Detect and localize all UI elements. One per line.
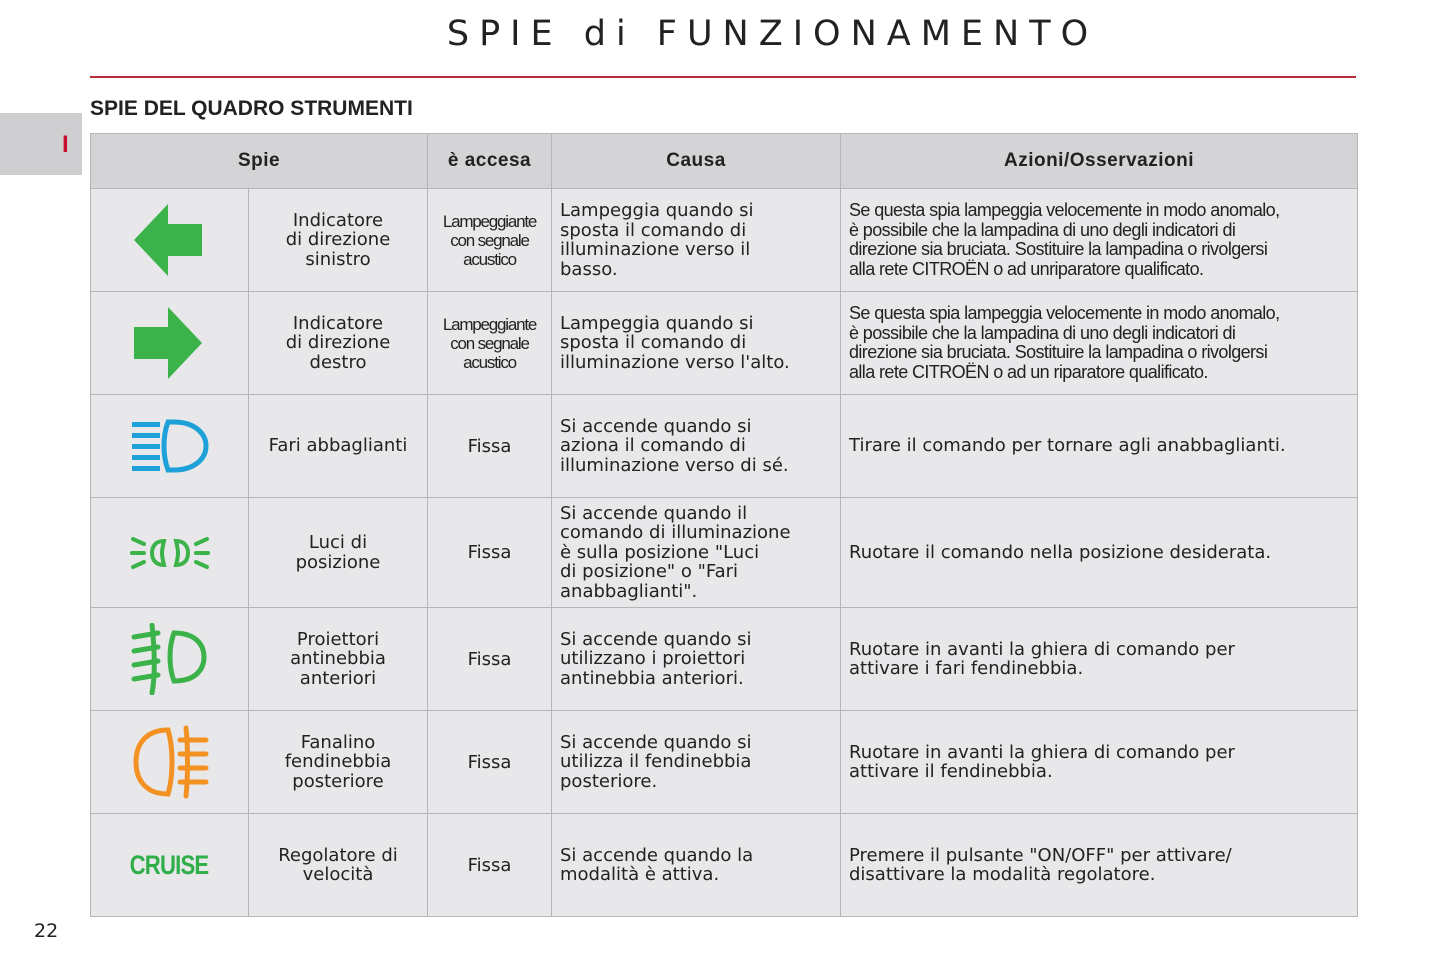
icon-cell (91, 498, 249, 608)
light-name: Luci di posizione (249, 498, 428, 608)
light-state: Lampeggiante con segnale acustico (428, 292, 552, 395)
icon-cell (91, 711, 249, 814)
light-state: Fissa (428, 608, 552, 711)
rear-fog-light-icon (130, 724, 210, 800)
table-row (91, 292, 1358, 395)
high-beam-icon (130, 418, 210, 474)
table-row (91, 711, 1358, 814)
header-causa: Causa (552, 134, 841, 189)
icon-cell (91, 292, 249, 395)
icon-cell (91, 814, 249, 917)
light-state: Fissa (428, 814, 552, 917)
light-state: Lampeggiante con segnale acustico (428, 189, 552, 292)
light-action: Premere il pulsante "ON/OFF" per attivare/ disattivare la modalità regolatore. (841, 814, 1358, 917)
light-name: Indicatore di direzione sinistro (249, 189, 428, 292)
front-fog-light-icon (130, 623, 210, 695)
light-cause: Si accende quando si utilizza il fendinebbia posteriore. (552, 711, 841, 814)
chapter-tab-label: I (62, 131, 69, 158)
section-heading: SPIE DEL QUADRO STRUMENTI (90, 97, 413, 120)
light-action: Se questa spia lampeggia velocemente in modo anomalo, è possibile che la lampadina di uno degli indicatori di direzione sia bruciata. Sostituire la lampadina o rivolgersi alla rete CITROËN o ad unriparatore qualificato. (841, 189, 1358, 292)
icon-cell (91, 395, 249, 498)
light-name: Indicatore di direzione destro (249, 292, 428, 395)
light-cause: Si accende quando si utilizzano i proiettori antinebbia anteriori. (552, 608, 841, 711)
light-cause: Si accende quando il comando di illuminazione è sulla posizione "Luci di posizione" o "Fari anabbaglianti". (552, 498, 841, 608)
light-action: Se questa spia lampeggia velocemente in modo anomalo, è possibile che la lampadina di uno degli indicatori di direzione sia bruciata. Sostituire la lampadina o rivolgersi alla rete CITROËN o ad un riparatore qualificato. (841, 292, 1358, 395)
cruise-icon: CRUISE (130, 849, 209, 880)
light-cause: Si accende quando la modalità è attiva. (552, 814, 841, 917)
light-cause: Lampeggia quando si sposta il comando di illuminazione verso l'alto. (552, 292, 841, 395)
header-spie: Spie (91, 134, 428, 189)
light-name: Regolatore di velocità (249, 814, 428, 917)
position-lights-icon (130, 531, 210, 575)
light-cause: Lampeggia quando si sposta il comando di illuminazione verso il basso. (552, 189, 841, 292)
warning-lights-table (90, 133, 1358, 917)
left-arrow-icon (134, 202, 206, 278)
light-state: Fissa (428, 498, 552, 608)
page-number: 22 (34, 920, 59, 942)
table-header-row (91, 134, 1358, 189)
header-azioni: Azioni/Osservazioni (841, 134, 1358, 189)
table-row (91, 814, 1358, 917)
light-action: Ruotare in avanti la ghiera di comando per attivare il fendinebbia. (841, 711, 1358, 814)
light-state: Fissa (428, 711, 552, 814)
light-action: Ruotare in avanti la ghiera di comando per attivare i fari fendinebbia. (841, 608, 1358, 711)
light-cause: Si accende quando si aziona il comando di illuminazione verso di sé. (552, 395, 841, 498)
table-row (91, 608, 1358, 711)
icon-cell (91, 608, 249, 711)
title-rule (90, 76, 1356, 78)
header-accesa: è accesa (428, 134, 552, 189)
light-name: Fanalino fendinebbia posteriore (249, 711, 428, 814)
light-state: Fissa (428, 395, 552, 498)
table-row (91, 498, 1358, 608)
light-action: Ruotare il comando nella posizione desiderata. (841, 498, 1358, 608)
chapter-tab (0, 113, 82, 175)
right-arrow-icon (134, 305, 206, 381)
table-row (91, 189, 1358, 292)
icon-cell (91, 189, 249, 292)
table-row (91, 395, 1358, 498)
page-title: SPIE di FUNZIONAMENTO (446, 14, 1099, 54)
light-name: Proiettori antinebbia anteriori (249, 608, 428, 711)
light-name: Fari abbaglianti (249, 395, 428, 498)
light-action: Tirare il comando per tornare agli anabbaglianti. (841, 395, 1358, 498)
